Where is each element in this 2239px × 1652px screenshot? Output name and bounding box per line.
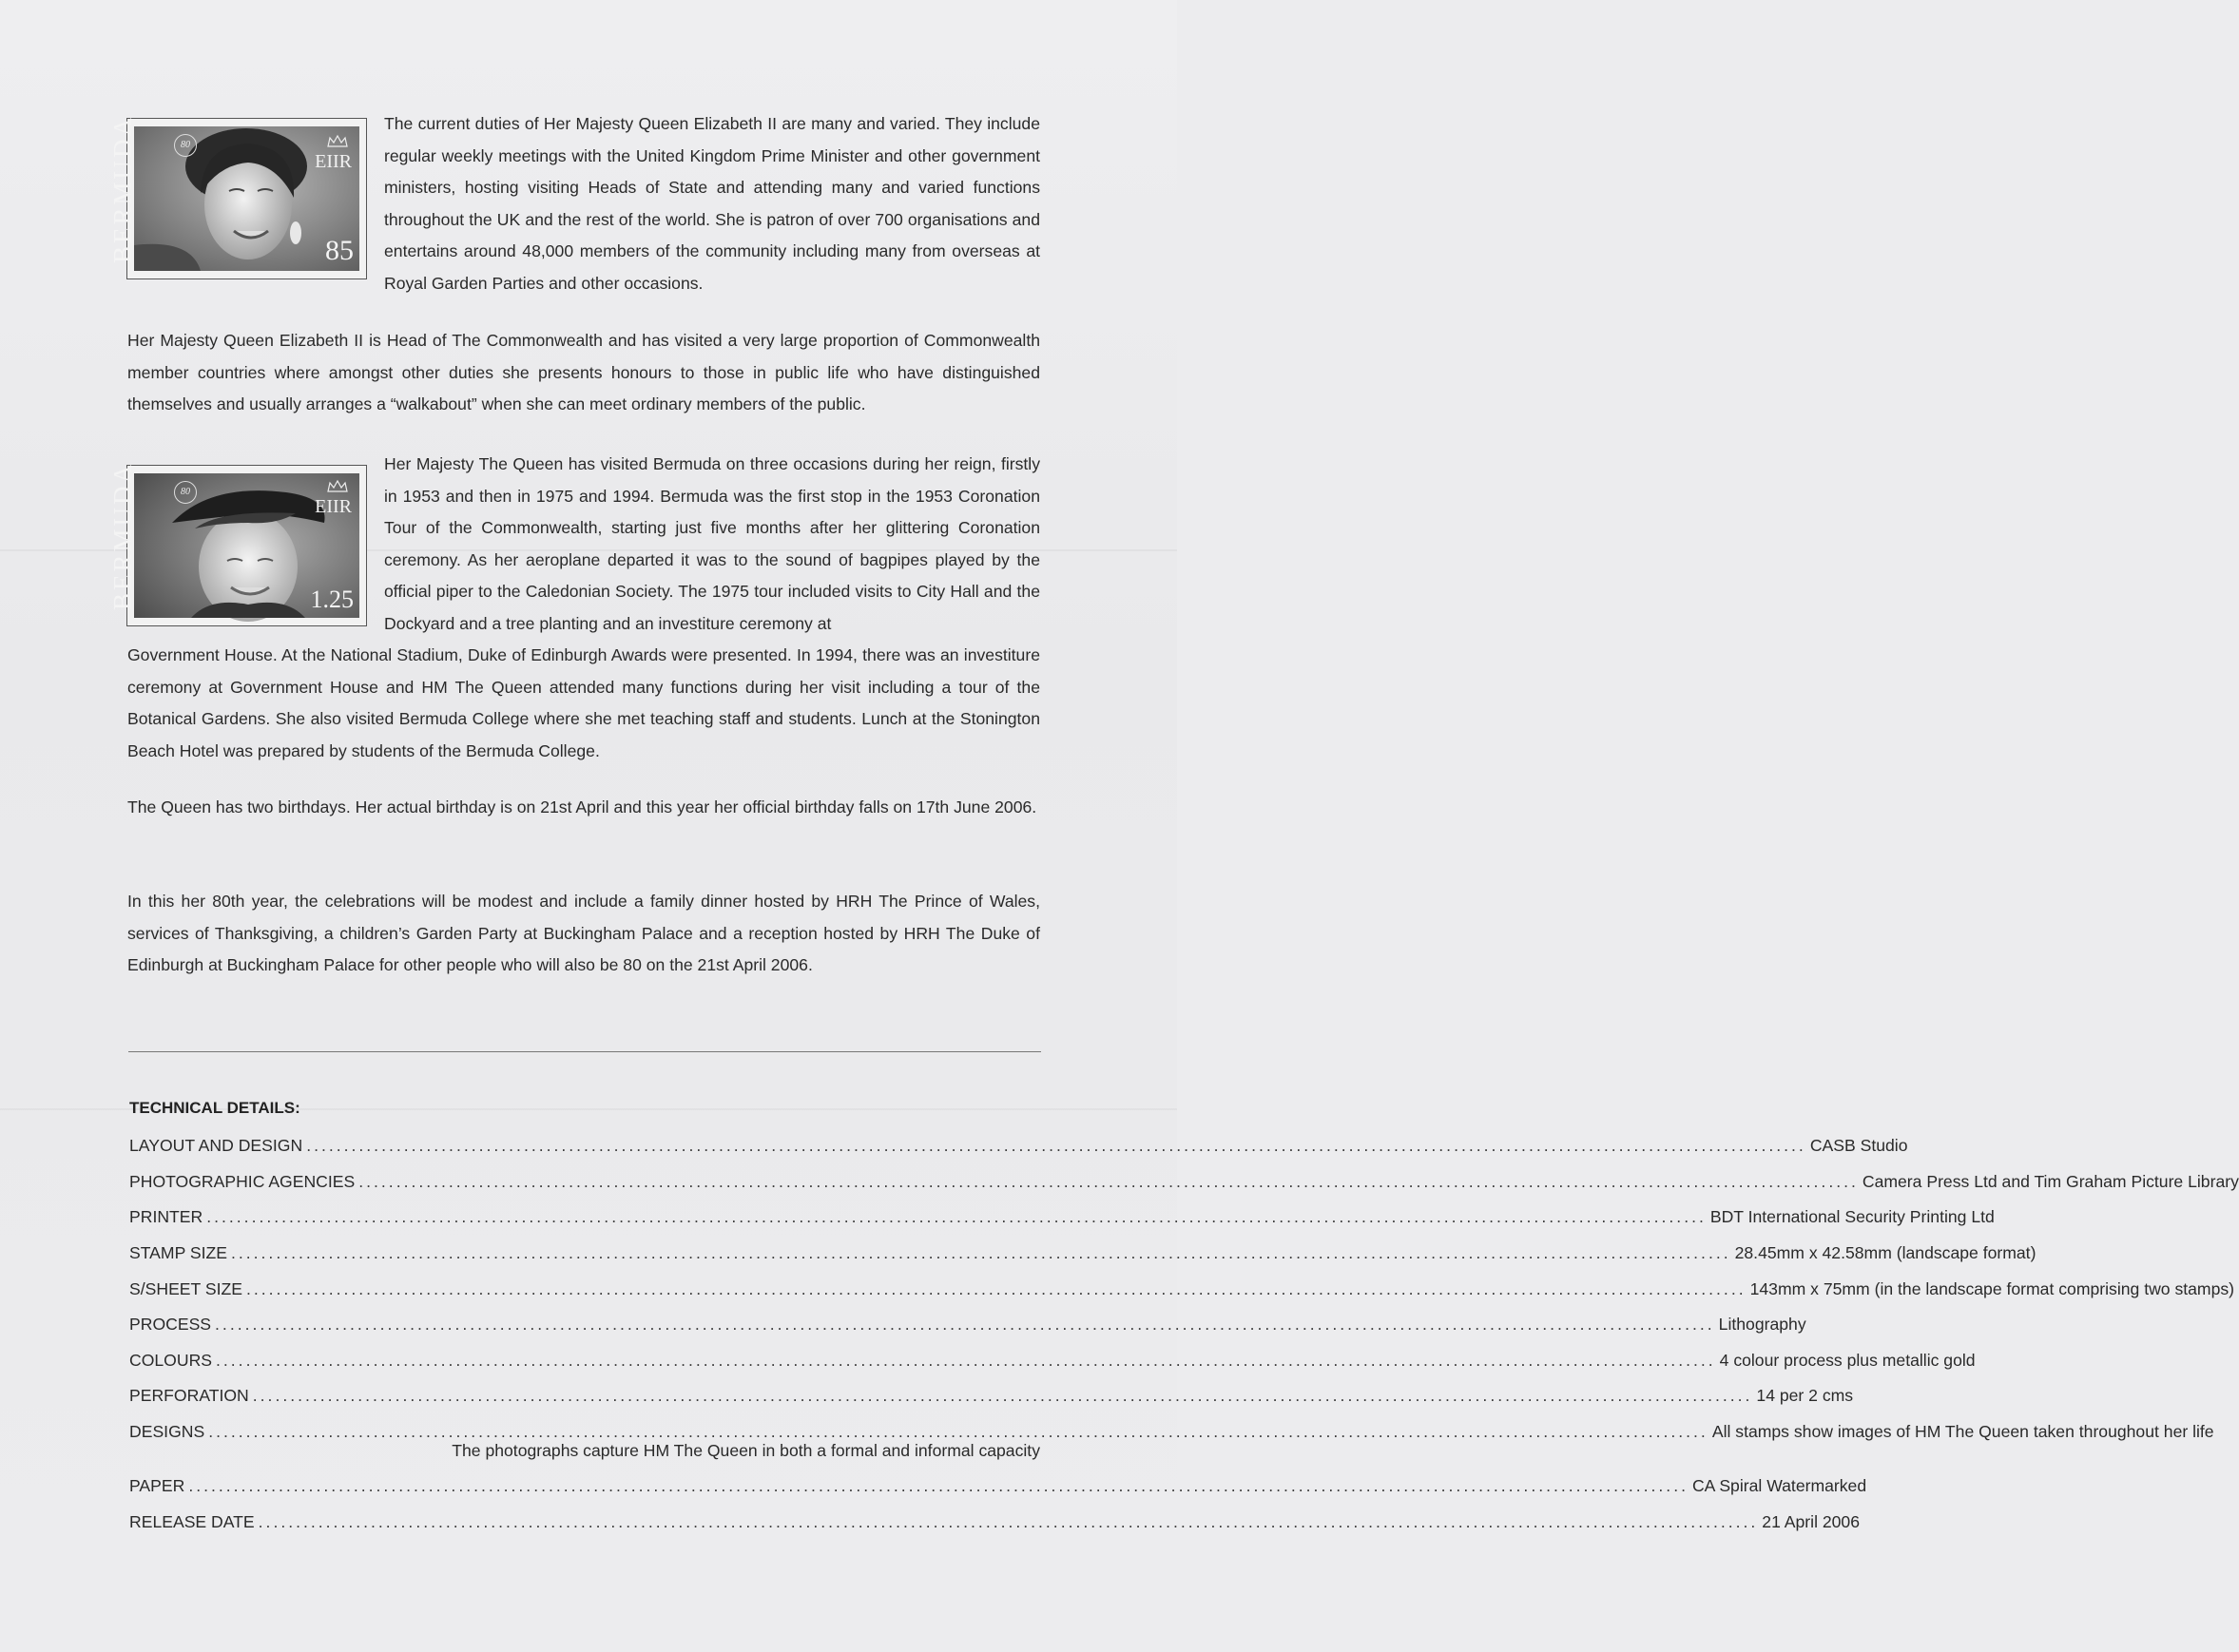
technical-row [129,1315,1806,1335]
stamp-85 [108,114,367,279]
technical-value: CA Spiral Watermarked [1691,1476,1867,1495]
section-divider [128,1051,1041,1052]
paragraph-duties: The current duties of Her Majesty Queen Elizabeth II are many and varied. They include regular weekly meetings with the United Kingdom Prime Minister and other government ministers, hosting visiting Heads of State and attending many and varied functions throughout the UK and the rest of the world. She is patron of over 700 organisations and entertains around 48,000 members of the community including many from overseas at Royal Garden Parties and other occasions. [384,114,1040,293]
technical-row [129,1136,1908,1156]
leader-dots: ........................................................................................................................................................................................................ [252,1386,1753,1405]
technical-value: Camera Press Ltd and Tim Graham Picture Library [1862,1172,2239,1191]
stamp-photo [108,114,359,271]
anniversary-80-emblem: 80 [174,481,197,504]
technical-row [129,1207,1995,1227]
technical-label: PHOTOGRAPHIC AGENCIES [129,1172,356,1191]
stamp-value: 1.25 [310,586,354,613]
royal-cypher: EIIR [315,496,352,517]
leader-dots: ........................................................................................................................................................................................................ [245,1279,1747,1298]
technical-row [129,1243,2036,1263]
technical-value: CASB Studio [1809,1136,1908,1155]
technical-label: PRINTER [129,1207,203,1226]
technical-label: S/SHEET SIZE [129,1279,242,1298]
technical-value: 143mm x 75mm (in the landscape format comprising two stamps) [1749,1279,2235,1298]
stamp-photo [108,461,359,618]
paragraph-bermuda-visits-continued: Government House. At the National Stadium, Duke of Edinburgh Awards were presented. In 1994, there was an investiture ceremony at Government House and HM The Queen attended many functions during her visit including a tour of the Botanical Gardens. She also visited Bermuda College where she met teaching staff and students. Lunch at the Stonington Beach Hotel was prepared by students of the Bermuda College. [127,645,1040,760]
leader-dots: ........................................................................................................................................................................................................ [230,1243,1731,1262]
technical-row [129,1279,2235,1299]
crown-icon [327,134,348,147]
leader-dots: ........................................................................................................................................................................................................ [208,1422,1708,1441]
leader-dots: ........................................................................................................................................................................................................ [258,1512,1759,1531]
paragraph-80th-year: In this her 80th year, the celebrations will be modest and include a family dinner hosted by HRH The Prince of Wales, services of Thanksgiving, a children’s Garden Party at Buckingham Palace and a reception hosted by HRH The Duke of Edinburgh at Buckingham Palace for other people who will also be 80 on the 21st April 2006. [127,892,1040,974]
stamp-1-25 [108,461,367,626]
stamp-country: BERMUDA [108,114,137,263]
technical-label: PROCESS [129,1315,212,1334]
technical-label: RELEASE DATE [129,1512,255,1531]
technical-row [129,1172,2239,1192]
technical-row [129,1422,2214,1442]
stamp-country: BERMUDA [108,461,137,610]
paragraph-birthdays: The Queen has two birthdays. Her actual birthday is on 21st April and this year her official birthday falls on 17th June 2006. [127,797,1037,816]
technical-row [129,1476,1867,1496]
technical-label: STAMP SIZE [129,1243,227,1262]
technical-value: 21 April 2006 [1762,1512,1861,1531]
technical-label: LAYOUT AND DESIGN [129,1136,303,1155]
technical-value: 14 per 2 cms [1756,1386,1854,1405]
technical-row [129,1386,1854,1406]
leader-dots: ........................................................................................................................................................................................................ [216,1351,1716,1370]
technical-label: DESIGNS [129,1422,205,1441]
crown-icon [327,479,348,492]
technical-value: Lithography [1718,1315,1806,1334]
leader-dots: ........................................................................................................................................................................................................ [188,1476,1689,1495]
stamp-value: 85 [325,235,354,266]
technical-label: PERFORATION [129,1386,249,1405]
paragraph-commonwealth: Her Majesty Queen Elizabeth II is Head of The Commonwealth and has visited a very large proportion of Commonwealth member countries where amongst other duties she presents honours to those in public life who have distinguished themselves and usually arranges a “walkabout” when she can meet ordinary members of the public. [127,331,1040,413]
technical-value: 28.45mm x 42.58mm (landscape format) [1734,1243,2036,1262]
technical-row [129,1512,1861,1532]
technical-label: COLOURS [129,1351,213,1370]
leader-dots: ........................................................................................................................................................................................................ [206,1207,1707,1226]
leader-dots: ........................................................................................................................................................................................................ [306,1136,1806,1155]
technical-value: All stamps show images of HM The Queen taken throughout her life [1711,1422,2214,1441]
technical-value: BDT International Security Printing Ltd [1709,1207,1995,1226]
technical-label: PAPER [129,1476,185,1495]
technical-details-heading: TECHNICAL DETAILS: [129,1099,300,1117]
technical-row [129,1351,1976,1371]
anniversary-80-emblem: 80 [174,134,197,157]
royal-cypher: EIIR [315,151,352,172]
paragraph-bermuda-visits: Her Majesty The Queen has visited Bermuda on three occasions during her reign, firstly in 1953 and then in 1975 and 1994. Bermuda was the first stop in the 1953 Coronation Tour of the Commonwealth, starting just five months after her glittering Coronation ceremony. As her aeroplane departed it was to the sound of bagpipes played by the official piper to the Caledonian Society. The 1975 tour included visits to City Hall and the Dockyard and a tree planting and an investiture ceremony at [384,454,1040,633]
technical-value: 4 colour process plus metallic gold [1719,1351,1976,1370]
designs-value-line-2: The photographs capture HM The Queen in both a formal and informal capacity [452,1441,1040,1460]
leader-dots: ........................................................................................................................................................................................................ [358,1172,1859,1191]
leader-dots: ........................................................................................................................................................................................................ [215,1315,1715,1334]
